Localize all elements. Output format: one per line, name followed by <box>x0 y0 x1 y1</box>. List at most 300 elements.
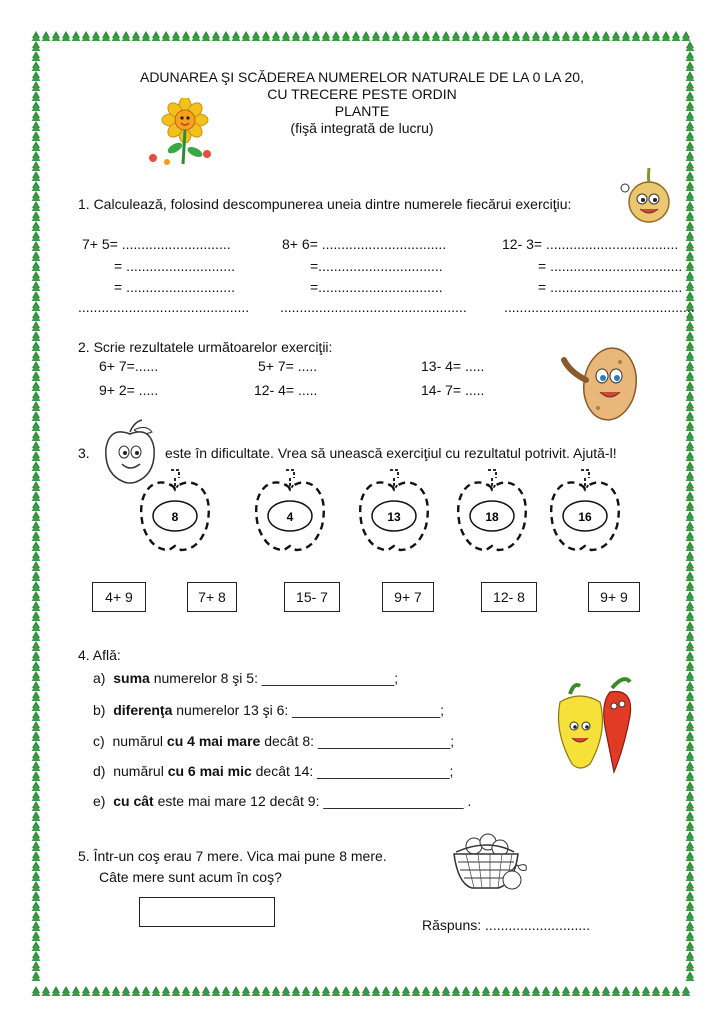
border-tree-icon <box>292 31 301 41</box>
ex1-c1-l3: = ............................ <box>114 279 235 295</box>
border-tree-icon <box>102 31 111 41</box>
border-tree-icon <box>32 291 41 301</box>
border-tree-icon <box>32 321 41 331</box>
border-tree-icon <box>686 211 695 221</box>
border-tree-icon <box>686 821 695 831</box>
border-tree-icon <box>602 31 611 41</box>
border-tree-icon <box>102 986 111 996</box>
border-tree-icon <box>282 986 291 996</box>
ex3-result-apple <box>360 470 428 550</box>
border-tree-icon <box>686 151 695 161</box>
ex1-c2-l4: ................................................ <box>280 299 467 315</box>
ex1-c2-l3: =................................ <box>310 279 443 295</box>
border-tree-icon <box>132 31 141 41</box>
ex1-prompt: 1. Calculează, folosind descompunerea uneia dintre numerele fiecărui exerciţiu: <box>78 196 572 212</box>
border-tree-icon <box>686 41 695 51</box>
border-tree-icon <box>432 986 441 996</box>
border-tree-icon <box>442 986 451 996</box>
border-tree-icon <box>682 986 691 996</box>
ex2-item: 14- 7= ..... <box>421 382 485 398</box>
border-tree-icon <box>62 31 71 41</box>
border-tree-icon <box>452 31 461 41</box>
border-tree-icon <box>686 741 695 751</box>
border-tree-icon <box>686 581 695 591</box>
border-tree-icon <box>172 986 181 996</box>
border-tree-icon <box>562 986 571 996</box>
border-tree-icon <box>552 31 561 41</box>
border-tree-icon <box>686 921 695 931</box>
border-tree-icon <box>372 31 381 41</box>
ex1-c1-l2: = ............................ <box>114 258 235 274</box>
border-tree-icon <box>32 801 41 811</box>
border-tree-icon <box>422 986 431 996</box>
ex4-item-e: e) cu cât este mai mare 12 decât 9: __________________ . <box>93 793 472 809</box>
border-tree-icon <box>192 31 201 41</box>
border-tree-icon <box>686 351 695 361</box>
border-tree-icon <box>32 161 41 171</box>
border-tree-icon <box>32 271 41 281</box>
border-tree-icon <box>402 31 411 41</box>
border-tree-icon <box>222 986 231 996</box>
ex1-c2-l2: =................................ <box>310 258 443 274</box>
border-tree-icon <box>686 831 695 841</box>
border-tree-icon <box>272 31 281 41</box>
ex3-exercise-box: 15- 7 <box>284 582 340 612</box>
border-tree-icon <box>686 181 695 191</box>
border-tree-icon <box>352 986 361 996</box>
border-tree-icon <box>502 986 511 996</box>
border-tree-icon <box>502 31 511 41</box>
border-tree-icon <box>686 571 695 581</box>
border-tree-icon <box>32 771 41 781</box>
border-tree-icon <box>632 986 641 996</box>
border-tree-icon <box>602 986 611 996</box>
border-tree-icon <box>542 986 551 996</box>
border-tree-icon <box>342 986 351 996</box>
border-tree-icon <box>422 31 431 41</box>
border-tree-icon <box>582 986 591 996</box>
border-tree-icon <box>32 241 41 251</box>
border-tree-icon <box>482 31 491 41</box>
border-tree-icon <box>686 371 695 381</box>
border-tree-icon <box>686 971 695 981</box>
border-tree-icon <box>686 861 695 871</box>
border-tree-icon <box>686 611 695 621</box>
border-tree-icon <box>32 631 41 641</box>
ex4-item-a: a) suma numerelor 8 şi 5: _________________; <box>93 670 399 686</box>
ex4-title: 4. Află: <box>78 647 121 663</box>
border-tree-icon <box>382 986 391 996</box>
border-tree-icon <box>686 281 695 291</box>
border-tree-icon <box>662 31 671 41</box>
border-tree-icon <box>32 51 41 61</box>
border-tree-icon <box>32 371 41 381</box>
border-tree-icon <box>32 281 41 291</box>
border-tree-icon <box>686 171 695 181</box>
ex2-prompt: 2. Scrie rezultatele următoarelor exerciţii: <box>78 339 333 355</box>
border-tree-icon <box>522 986 531 996</box>
border-tree-icon <box>32 261 41 271</box>
border-tree-icon <box>686 891 695 901</box>
border-tree-icon <box>686 381 695 391</box>
border-tree-icon <box>532 31 541 41</box>
border-tree-icon <box>686 851 695 861</box>
border-tree-icon <box>262 986 271 996</box>
border-tree-icon <box>686 841 695 851</box>
border-tree-icon <box>686 591 695 601</box>
ex5-answer: Răspuns: ........................... <box>422 917 591 933</box>
border-tree-icon <box>202 986 211 996</box>
border-tree-icon <box>112 986 121 996</box>
border-tree-icon <box>492 31 501 41</box>
border-tree-icon <box>686 771 695 781</box>
border-tree-icon <box>162 31 171 41</box>
border-tree-icon <box>462 31 471 41</box>
border-tree-icon <box>686 751 695 761</box>
border-tree-icon <box>32 986 41 996</box>
border-tree-icon <box>32 611 41 621</box>
ex1-c1-l4: ............................................ <box>78 299 250 315</box>
border-tree-icon <box>32 601 41 611</box>
border-tree-icon <box>32 331 41 341</box>
border-tree-icon <box>512 986 521 996</box>
border-tree-icon <box>686 761 695 771</box>
border-tree-icon <box>652 31 661 41</box>
border-tree-icon <box>686 621 695 631</box>
border-tree-icon <box>686 601 695 611</box>
border-tree-icon <box>686 411 695 421</box>
border-tree-icon <box>262 31 271 41</box>
border-tree-icon <box>686 631 695 641</box>
border-tree-icon <box>322 986 331 996</box>
border-tree-icon <box>686 911 695 921</box>
border-tree-icon <box>32 191 41 201</box>
border-tree-icon <box>686 941 695 951</box>
border-tree-icon <box>392 986 401 996</box>
border-tree-icon <box>452 986 461 996</box>
border-tree-icon <box>162 986 171 996</box>
border-tree-icon <box>686 251 695 261</box>
border-tree-icon <box>686 671 695 681</box>
ex2-item: 13- 4= ..... <box>421 358 485 374</box>
border-tree-icon <box>352 31 361 41</box>
border-tree-icon <box>122 986 131 996</box>
border-tree-icon <box>32 381 41 391</box>
border-tree-icon <box>222 31 231 41</box>
border-tree-icon <box>32 671 41 681</box>
onion-illustration <box>618 164 680 226</box>
ex3-result-apple <box>458 470 526 550</box>
ex3-exercise-box: 7+ 8 <box>187 582 237 612</box>
border-tree-icon <box>32 931 41 941</box>
border-tree-icon <box>32 781 41 791</box>
border-tree-icon <box>302 986 311 996</box>
ex3-prompt: este în dificultate. Vrea să unească exerciţiul cu rezultatul potrivit. Ajută-l! <box>165 445 617 461</box>
border-tree-icon <box>632 31 641 41</box>
border-tree-icon <box>202 31 211 41</box>
border-tree-icon <box>42 31 51 41</box>
title-line-1: ADUNAREA ŞI SCĂDEREA NUMERELOR NATURALE DE LA 0 LA 20, <box>139 69 584 85</box>
border-tree-icon <box>32 711 41 721</box>
border-tree-icon <box>32 361 41 371</box>
border-tree-icon <box>32 571 41 581</box>
border-tree-icon <box>32 851 41 861</box>
border-tree-icon <box>686 871 695 881</box>
border-tree-icon <box>142 986 151 996</box>
border-tree-icon <box>212 986 221 996</box>
border-tree-icon <box>32 751 41 761</box>
border-tree-icon <box>32 881 41 891</box>
border-tree-icon <box>686 191 695 201</box>
ex2-item: 9+ 2= ..... <box>99 382 159 398</box>
ex3-result-apple <box>141 470 209 550</box>
border-tree-icon <box>32 651 41 661</box>
border-tree-icon <box>332 31 341 41</box>
ex5-line1: 5. Într-un coş erau 7 mere. Vica mai pune 8 mere. <box>78 848 387 864</box>
ex2-item: 12- 4= ..... <box>254 382 318 398</box>
border-tree-icon <box>32 971 41 981</box>
border-tree-icon <box>182 986 191 996</box>
border-tree-icon <box>686 431 695 441</box>
border-tree-icon <box>32 911 41 921</box>
border-tree-icon <box>686 641 695 651</box>
border-tree-icon <box>686 901 695 911</box>
border-tree-icon <box>612 986 621 996</box>
border-tree-icon <box>686 271 695 281</box>
ex2-item: 5+ 7= ..... <box>258 358 318 374</box>
border-tree-icon <box>52 31 61 41</box>
ex1-c3-l1: 12- 3= .................................. <box>502 236 679 252</box>
ex3-exercise-box: 9+ 7 <box>382 582 434 612</box>
border-tree-icon <box>32 221 41 231</box>
border-tree-icon <box>32 871 41 881</box>
ex1-c3-l2: = .................................. <box>538 258 683 274</box>
border-tree-icon <box>32 901 41 911</box>
border-tree-icon <box>682 31 691 41</box>
ex2-item: 6+ 7=...... <box>99 358 159 374</box>
border-tree-icon <box>302 31 311 41</box>
border-tree-icon <box>592 986 601 996</box>
ex4-item-b: b) diferenţa numerelor 13 şi 6: ___________________; <box>93 702 445 718</box>
border-tree-icon <box>32 341 41 351</box>
border-tree-icon <box>72 31 81 41</box>
border-tree-icon <box>232 31 241 41</box>
border-tree-icon <box>32 231 41 241</box>
border-tree-icon <box>686 801 695 811</box>
border-tree-icon <box>32 201 41 211</box>
border-tree-icon <box>492 986 501 996</box>
border-tree-icon <box>282 31 291 41</box>
border-tree-icon <box>212 31 221 41</box>
border-tree-icon <box>382 31 391 41</box>
title-line-2: CU TRECERE PESTE ORDIN <box>267 86 457 102</box>
border-tree-icon <box>112 31 121 41</box>
potato-illustration <box>560 342 648 424</box>
border-tree-icon <box>686 401 695 411</box>
border-tree-icon <box>686 451 695 461</box>
border-tree-icon <box>686 661 695 671</box>
border-tree-icon <box>122 31 131 41</box>
border-tree-icon <box>686 651 695 661</box>
border-tree-icon <box>652 986 661 996</box>
border-tree-icon <box>686 421 695 431</box>
border-tree-icon <box>412 986 421 996</box>
border-tree-icon <box>32 861 41 871</box>
border-tree-icon <box>32 891 41 901</box>
border-tree-icon <box>686 811 695 821</box>
border-tree-icon <box>512 31 521 41</box>
border-tree-icon <box>252 986 261 996</box>
border-tree-icon <box>562 31 571 41</box>
border-tree-icon <box>362 31 371 41</box>
border-tree-icon <box>92 31 101 41</box>
border-tree-icon <box>82 986 91 996</box>
ex3-result-label: 16 <box>578 510 592 524</box>
border-tree-icon <box>52 986 61 996</box>
border-tree-icon <box>462 986 471 996</box>
border-tree-icon <box>32 311 41 321</box>
border-tree-icon <box>32 951 41 961</box>
ex3-exercise-box: 9+ 9 <box>588 582 640 612</box>
border-tree-icon <box>522 31 531 41</box>
border-tree-icon <box>686 391 695 401</box>
border-tree-icon <box>72 986 81 996</box>
border-tree-icon <box>622 986 631 996</box>
border-tree-icon <box>686 881 695 891</box>
border-tree-icon <box>32 581 41 591</box>
border-tree-icon <box>232 986 241 996</box>
border-tree-icon <box>32 151 41 161</box>
title-line-4: (fişă integrată de lucru) <box>290 120 434 136</box>
border-tree-icon <box>32 431 41 441</box>
border-tree-icon <box>32 701 41 711</box>
border-tree-icon <box>32 621 41 631</box>
border-tree-icon <box>686 51 695 61</box>
border-tree-icon <box>182 31 191 41</box>
border-tree-icon <box>686 681 695 691</box>
border-tree-icon <box>542 31 551 41</box>
border-tree-icon <box>686 721 695 731</box>
ex3-result-apple <box>551 470 619 550</box>
border-tree-icon <box>552 986 561 996</box>
border-tree-icon <box>582 31 591 41</box>
border-tree-icon <box>432 31 441 41</box>
ex3-apples <box>0 464 724 564</box>
border-tree-icon <box>572 31 581 41</box>
border-tree-icon <box>242 986 251 996</box>
border-tree-icon <box>32 401 41 411</box>
ex3-result-label: 13 <box>387 510 401 524</box>
border-tree-icon <box>62 986 71 996</box>
ex5-line2: Câte mere sunt acum în coş? <box>99 869 282 885</box>
border-tree-icon <box>32 441 41 451</box>
border-tree-icon <box>686 231 695 241</box>
border-tree-icon <box>32 661 41 671</box>
border-tree-icon <box>32 721 41 731</box>
border-tree-icon <box>672 986 681 996</box>
border-tree-icon <box>662 986 671 996</box>
border-tree-icon <box>412 31 421 41</box>
border-tree-icon <box>92 986 101 996</box>
border-tree-icon <box>32 251 41 261</box>
border-tree-icon <box>32 731 41 741</box>
border-tree-icon <box>32 181 41 191</box>
border-tree-icon <box>292 986 301 996</box>
border-tree-icon <box>686 261 695 271</box>
ex1-c3-l3: = .................................. <box>538 279 683 295</box>
border-tree-icon <box>642 31 651 41</box>
border-tree-icon <box>32 681 41 691</box>
border-tree-icon <box>532 986 541 996</box>
border-tree-icon <box>482 986 491 996</box>
border-tree-icon <box>32 961 41 971</box>
border-tree-icon <box>686 201 695 211</box>
border-tree-icon <box>342 31 351 41</box>
border-tree-icon <box>172 31 181 41</box>
border-tree-icon <box>32 141 41 151</box>
border-tree-icon <box>82 31 91 41</box>
flower-illustration <box>143 98 218 168</box>
border-tree-icon <box>32 41 41 51</box>
border-tree-icon <box>32 31 41 41</box>
border-tree-icon <box>32 811 41 821</box>
basket-illustration <box>448 828 532 894</box>
border-tree-icon <box>672 31 681 41</box>
border-tree-icon <box>312 31 321 41</box>
border-tree-icon <box>362 986 371 996</box>
border-tree-icon <box>32 391 41 401</box>
border-tree-icon <box>32 211 41 221</box>
border-tree-icon <box>686 341 695 351</box>
border-tree-icon <box>32 791 41 801</box>
border-tree-icon <box>686 241 695 251</box>
border-tree-icon <box>686 321 695 331</box>
border-tree-icon <box>402 986 411 996</box>
ex3-result-label: 8 <box>171 510 179 524</box>
ex1-c1-l1: 7+ 5= ............................ <box>82 236 231 252</box>
ex1-c3-l4: ................................................. <box>504 299 695 315</box>
border-tree-icon <box>312 986 321 996</box>
border-tree-icon <box>572 986 581 996</box>
ex4-item-d: d) numărul cu 6 mai mic decât 14: _________________; <box>93 763 454 779</box>
border-tree-icon <box>152 31 161 41</box>
border-tree-icon <box>592 31 601 41</box>
ex3-exercise-box: 12- 8 <box>481 582 537 612</box>
border-tree-icon <box>392 31 401 41</box>
border-tree-icon <box>32 421 41 431</box>
border-tree-icon <box>32 451 41 461</box>
border-tree-icon <box>32 841 41 851</box>
border-tree-icon <box>32 351 41 361</box>
ex3-result-apple <box>256 470 324 550</box>
border-tree-icon <box>152 986 161 996</box>
border-tree-icon <box>32 171 41 181</box>
ex3-exercise-box: 4+ 9 <box>92 582 146 612</box>
border-tree-icon <box>32 941 41 951</box>
border-tree-icon <box>32 411 41 421</box>
border-tree-icon <box>192 986 201 996</box>
border-tree-icon <box>32 741 41 751</box>
border-tree-icon <box>442 31 451 41</box>
border-tree-icon <box>642 986 651 996</box>
border-tree-icon <box>686 931 695 941</box>
border-tree-icon <box>32 641 41 651</box>
border-tree-icon <box>32 921 41 931</box>
border-tree-icon <box>32 821 41 831</box>
border-tree-icon <box>372 986 381 996</box>
border-tree-icon <box>332 986 341 996</box>
border-tree-icon <box>132 986 141 996</box>
